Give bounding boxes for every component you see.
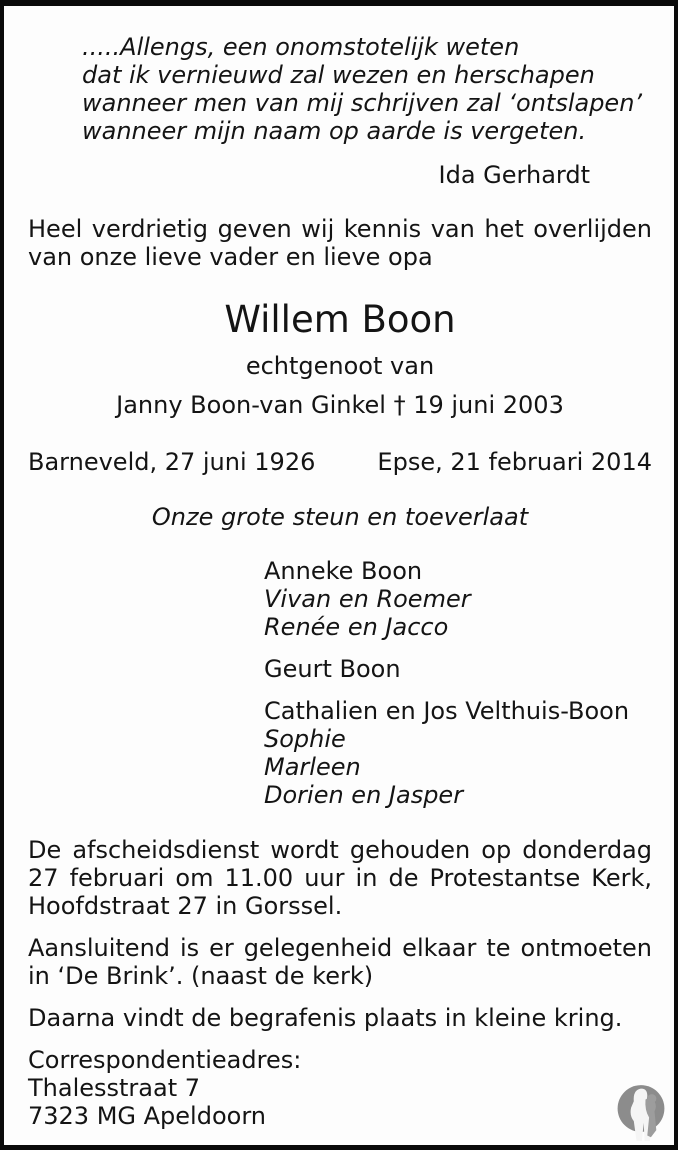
family-group (264, 697, 652, 809)
poem-line: dat ik vernieuwd zal wezen en herschapen (82, 61, 595, 89)
correspondence-city: 7323 MG Apeldoorn (28, 1102, 266, 1130)
family-member: Cathalien en Jos Velthuis-Boon (264, 697, 630, 725)
family-member: Dorien en Jasper (264, 781, 464, 809)
family-member: Anneke Boon (264, 557, 423, 585)
family-member: Geurt Boon (264, 655, 401, 683)
family-group (264, 557, 652, 641)
birth-place-date: Barneveld, 27 juni 1926 (28, 448, 316, 476)
family-list (264, 557, 652, 809)
poem-line: wanneer mijn naam op aarde is vergeten. (82, 117, 587, 145)
family-member: Marleen (264, 753, 361, 781)
spouse-line: Janny Boon-van Ginkel † 19 juni 2003 (116, 391, 564, 419)
poem-quote (82, 33, 652, 145)
relation-label: echtgenoot van (245, 352, 435, 380)
family-member: Vivan en Roemer (264, 585, 471, 613)
burial-info-paragraph: Daarna vindt de begrafenis plaats in kleine kring. (28, 1004, 623, 1032)
tribute-line: Onze grote steun en toeverlaat (151, 503, 529, 531)
family-group (264, 655, 652, 683)
poem-line: .....Allengs, een onomstotelijk weten (82, 33, 520, 61)
birth-death-row (28, 448, 652, 476)
reception-info-paragraph: Aansluitend is er gelegenheid elkaar te ontmoeten in ‘De Brink’. (naast de kerk) (28, 934, 652, 990)
poem-attribution: Ida Gerhardt (438, 161, 590, 189)
family-member: Sophie (264, 725, 346, 753)
memorial-figures-logo-icon (614, 1083, 668, 1143)
obituary-content (4, 6, 674, 1145)
correspondence-street: Thalesstraat 7 (28, 1074, 201, 1102)
correspondence-address (28, 1046, 652, 1130)
service-info-paragraph: De afscheidsdienst wordt gehouden op donderdag 27 februari om 11.00 uur in de Protestantse Kerk, Hoofdstraat 27 in Gorssel. (28, 836, 652, 920)
correspondence-label: Correspondentieadres: (28, 1046, 302, 1074)
deceased-name: Willem Boon (224, 298, 456, 341)
announcement-text: Heel verdrietig geven wij kennis van het overlijden van onze lieve vader en lieve opa (28, 215, 652, 271)
poem-line: wanneer men van mij schrijven zal ‘ontslapen’ (82, 89, 643, 117)
death-place-date: Epse, 21 februari 2014 (377, 448, 652, 476)
family-member: Renée en Jacco (264, 613, 449, 641)
